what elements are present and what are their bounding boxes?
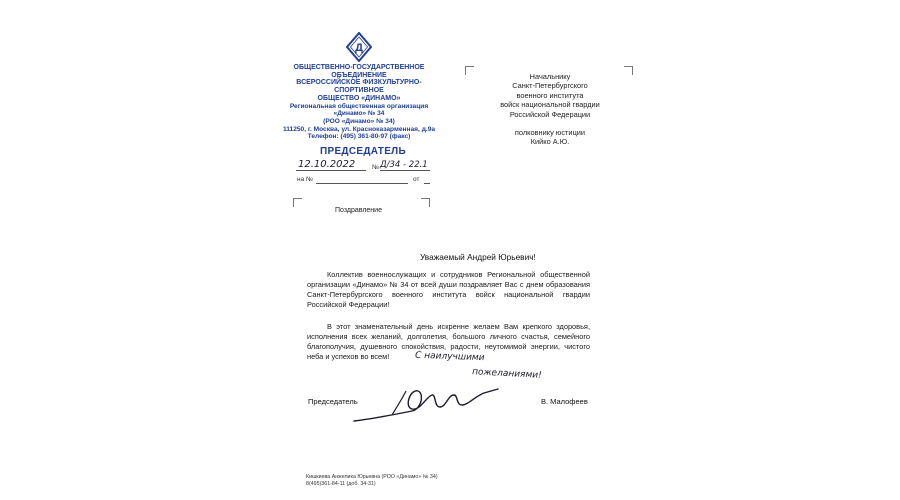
org-line: (РОО «Динамо» № 34) [323,117,395,125]
handwritten-closing-line1: С наилучшими [414,350,485,364]
ot-underline [424,183,430,184]
addressee-line: Начальнику [529,72,571,81]
addressee-line: Российской Федерации [509,109,591,119]
ot-label: от [413,176,420,183]
handwritten-closing-line2: пожеланиями! [471,367,542,381]
dinamo-emblem-icon [346,32,372,62]
addressee-line: войск национальной гвардии [500,100,600,110]
org-line: ОБЩЕСТВЕННО-ГОСУДАРСТВЕННОЕ [293,64,425,71]
body-paragraph-2: В этот знаменательный день искренне желаем Вам крепкого здоровья, исполнения всех желаний, долголетия, большого личного счастья, семейного благополучия, душевного спокойствия, радости, неутомимой энергии, чистого неба и успехов во всем! [307,322,590,361]
handwritten-date: 12.10.2022 [298,159,356,170]
addressee-line: Кийко А.Ю. [530,137,570,147]
addressee-line: полковнику юстиции [514,128,586,138]
executor-name: Кишкиева Анжелика Юрьевна (РОО «Динамо» № 34) [306,474,438,480]
na-label: на № [297,176,313,183]
org-phone: Телефон: (495) 361-80-97 (факс) [307,133,411,141]
greeting: Уважаемый Андрей Юрьевич! [420,252,536,262]
organization-header [268,64,450,141]
addressee-line: военного института [516,90,584,100]
chairman-title: ПРЕДСЕДАТЕЛЬ [320,146,406,157]
corner-mark [465,66,474,75]
org-line: Региональная общественная организация [289,102,429,110]
handwritten-number: Д/34 - 22.1 [380,160,428,170]
addressee-line: Санкт-Петербургского [512,81,588,91]
org-line: ОБЪЕДИНЕНИЕ [331,71,387,79]
body-paragraph-1: Коллектив военнослужащих и сотрудников Региональной общественной организации «Динамо» № 34 от всей души поздравляет Вас с днем образования Санкт-Петербургского военного института войск национальной гвардии Российской Федерации! [307,270,590,309]
org-line: ВСЕРОССИЙСКОЕ ФИЗКУЛЬТУРНО- [296,79,422,87]
number-label: № [372,164,379,171]
subject-line: Поздравление [335,207,382,214]
addressee-block [475,72,625,147]
executor-footer [306,474,438,489]
emblem-letter: Д [355,42,363,54]
date-underline [296,170,366,171]
corner-mark [624,66,633,75]
corner-mark [421,198,430,207]
signatory-name: В. Малофеев [541,397,588,406]
signatory-role: Председатель [308,397,358,406]
signature-icon [352,385,502,425]
addressee-spacer [475,119,625,128]
executor-phone: 8(495)361-84-11 (доб. 34-31) [306,481,376,488]
org-address: 111250, г. Москва, ул. Красноказарменная, д.9а [282,125,436,133]
corner-mark [293,198,302,207]
org-line: «Динамо» № 34 [333,110,385,118]
number-underline [380,170,430,171]
na-underline [316,183,408,184]
org-line: СПОРТИВНОЕ [334,87,384,95]
org-line: ОБЩЕСТВО «ДИНАМО» [317,94,401,102]
